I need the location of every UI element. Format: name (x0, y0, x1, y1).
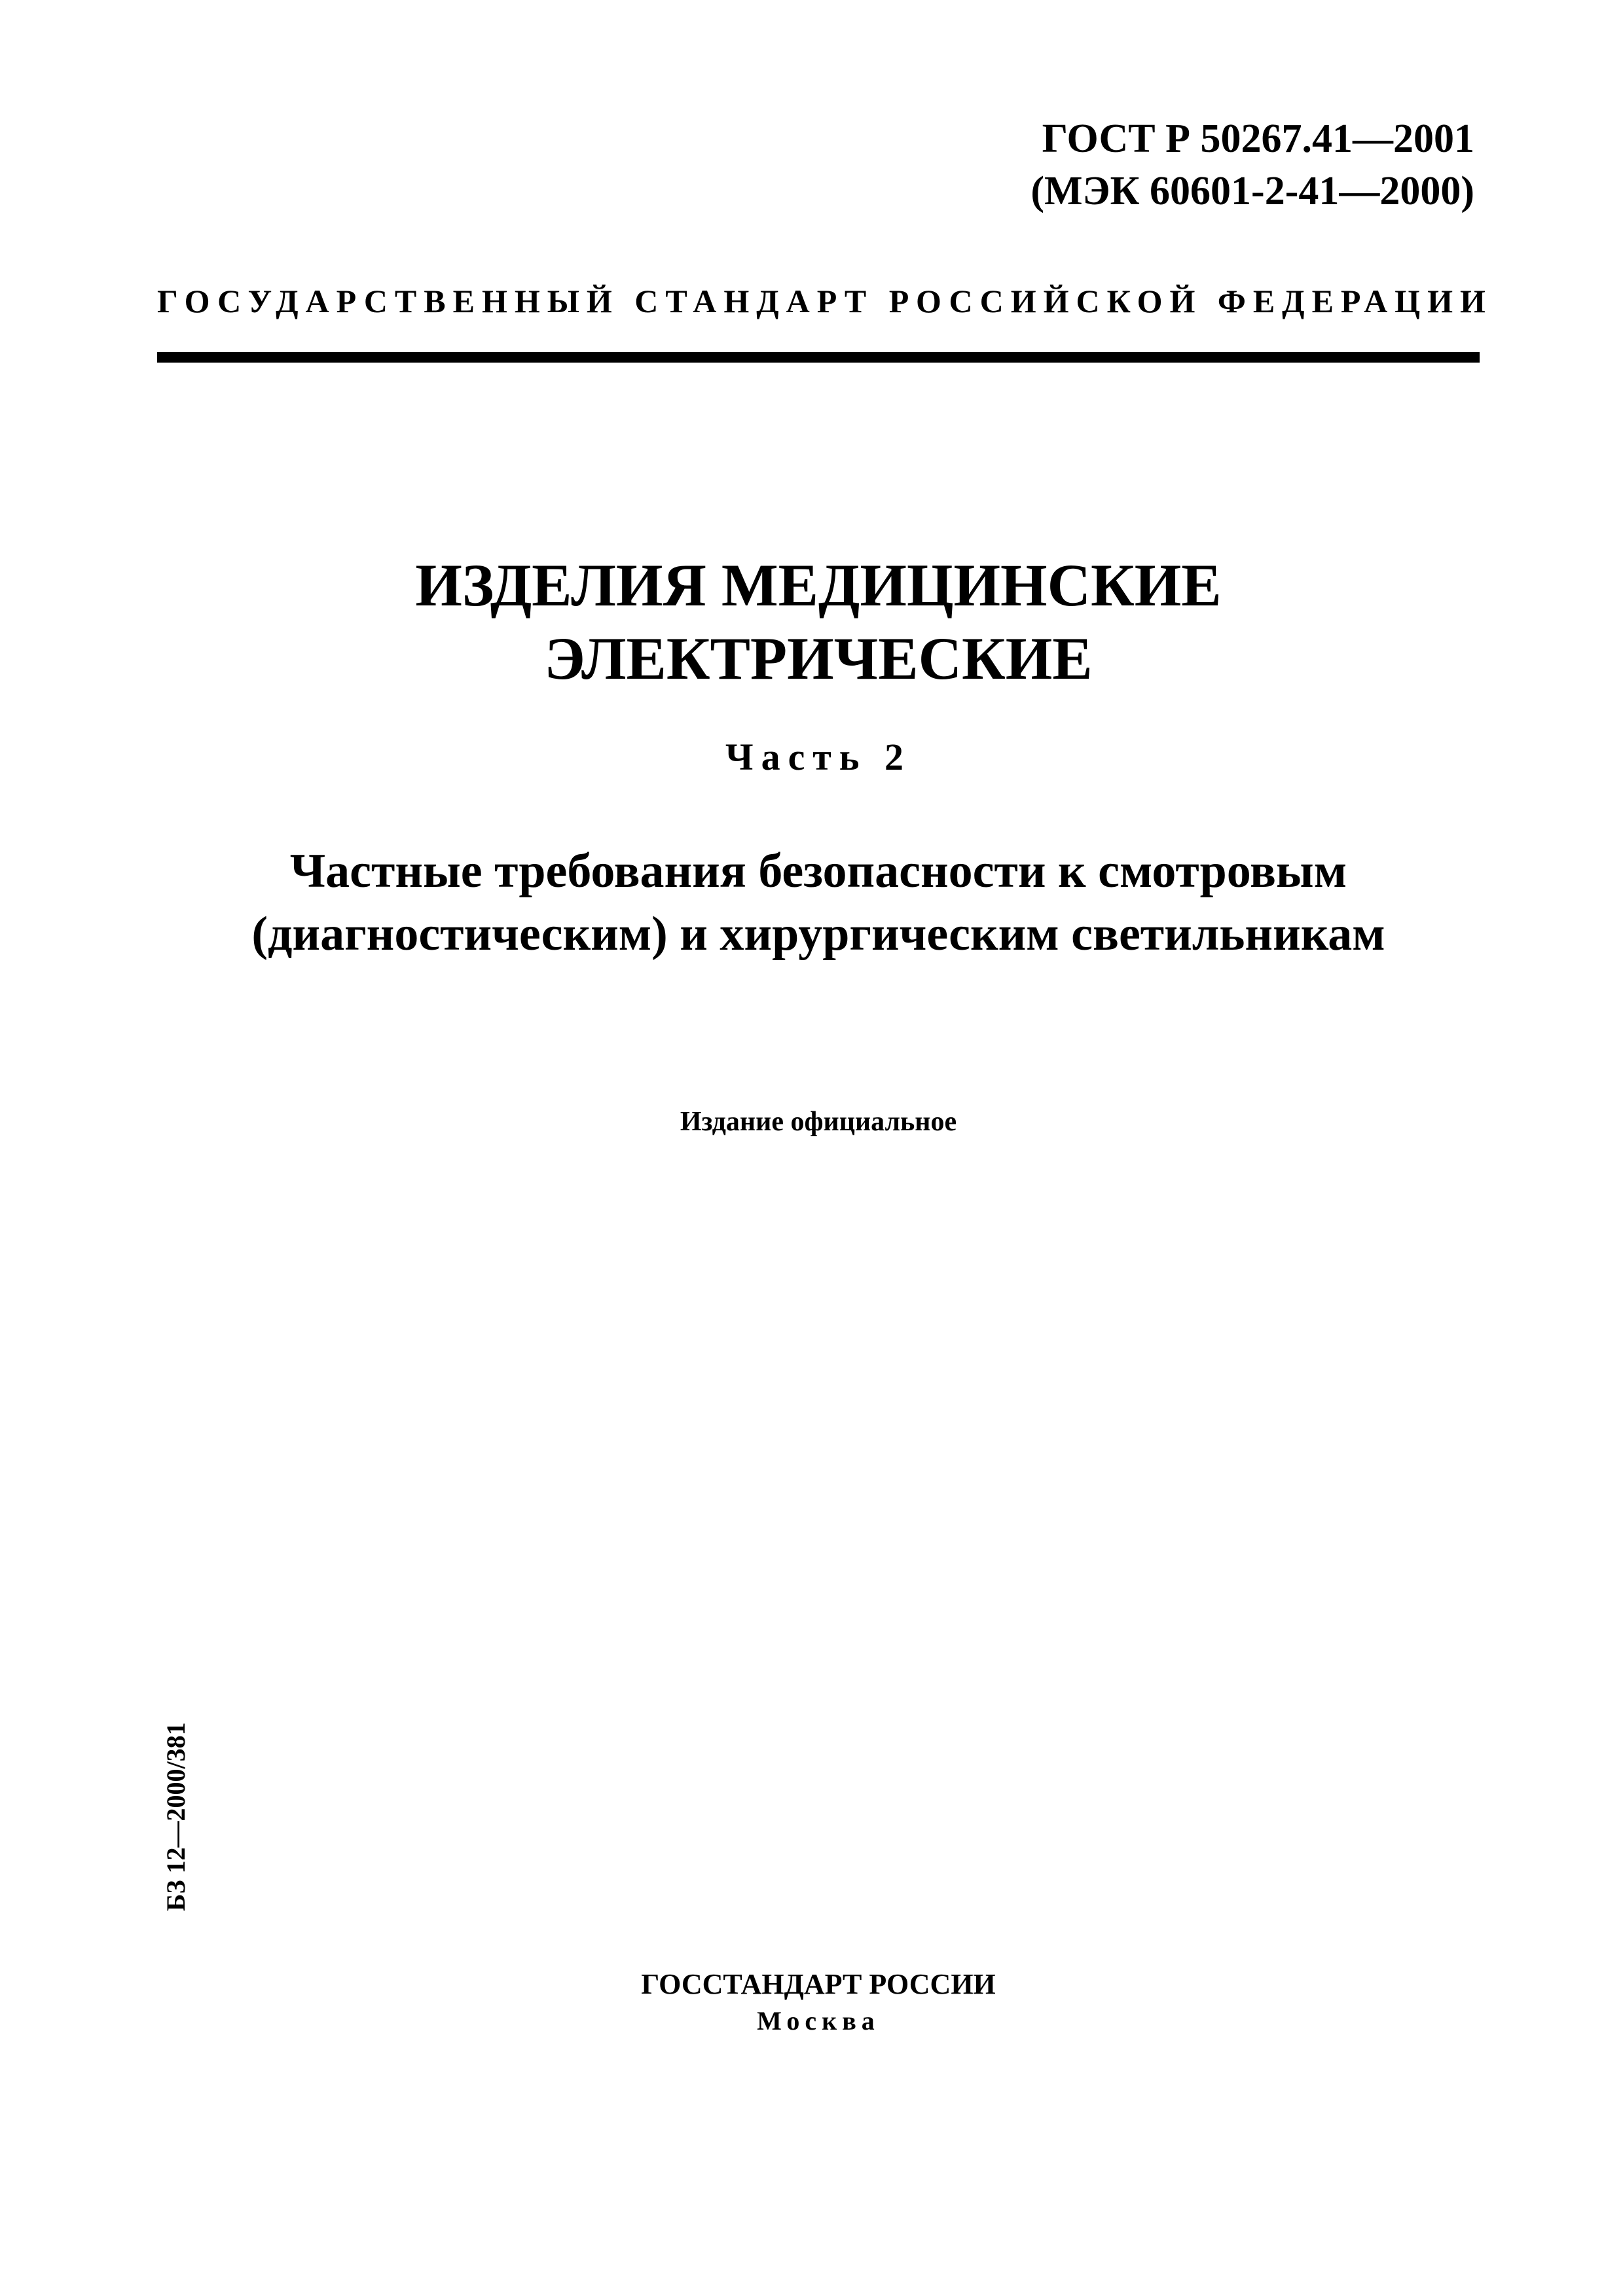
subtitle (157, 840, 1480, 965)
edition-label: Издание официальное (680, 1107, 957, 1137)
side-code: БЗ 12—2000/381 (161, 1722, 191, 1911)
part-label: Часть 2 (725, 736, 911, 778)
standard-designation (1030, 113, 1474, 217)
subtitle-line-1: Частные требования безопасности к смотровым (289, 844, 1347, 898)
state-standard-heading: ГОСУДАРСТВЕННЫЙ СТАНДАРТ РОССИЙСКОЙ ФЕДЕРАЦИИ (157, 283, 1493, 319)
designation-line-2: (МЭК 60601-2-41—2000) (1030, 169, 1474, 213)
main-title-line-2: ЭЛЕКТРИЧЕСКИЕ (544, 625, 1093, 692)
main-title-line-1: ИЗДЕЛИЯ МЕДИЦИНСКИЕ (415, 552, 1222, 619)
publisher: ГОССТАНДАРТ РОССИИ (641, 1968, 996, 2000)
heading-rule (157, 352, 1480, 363)
publication-city: Москва (757, 2006, 880, 2036)
main-title (157, 548, 1480, 695)
subtitle-line-2: (диагностическим) и хирургическим светильникам (251, 907, 1385, 961)
designation-line-1: ГОСТ Р 50267.41—2001 (1042, 117, 1474, 161)
